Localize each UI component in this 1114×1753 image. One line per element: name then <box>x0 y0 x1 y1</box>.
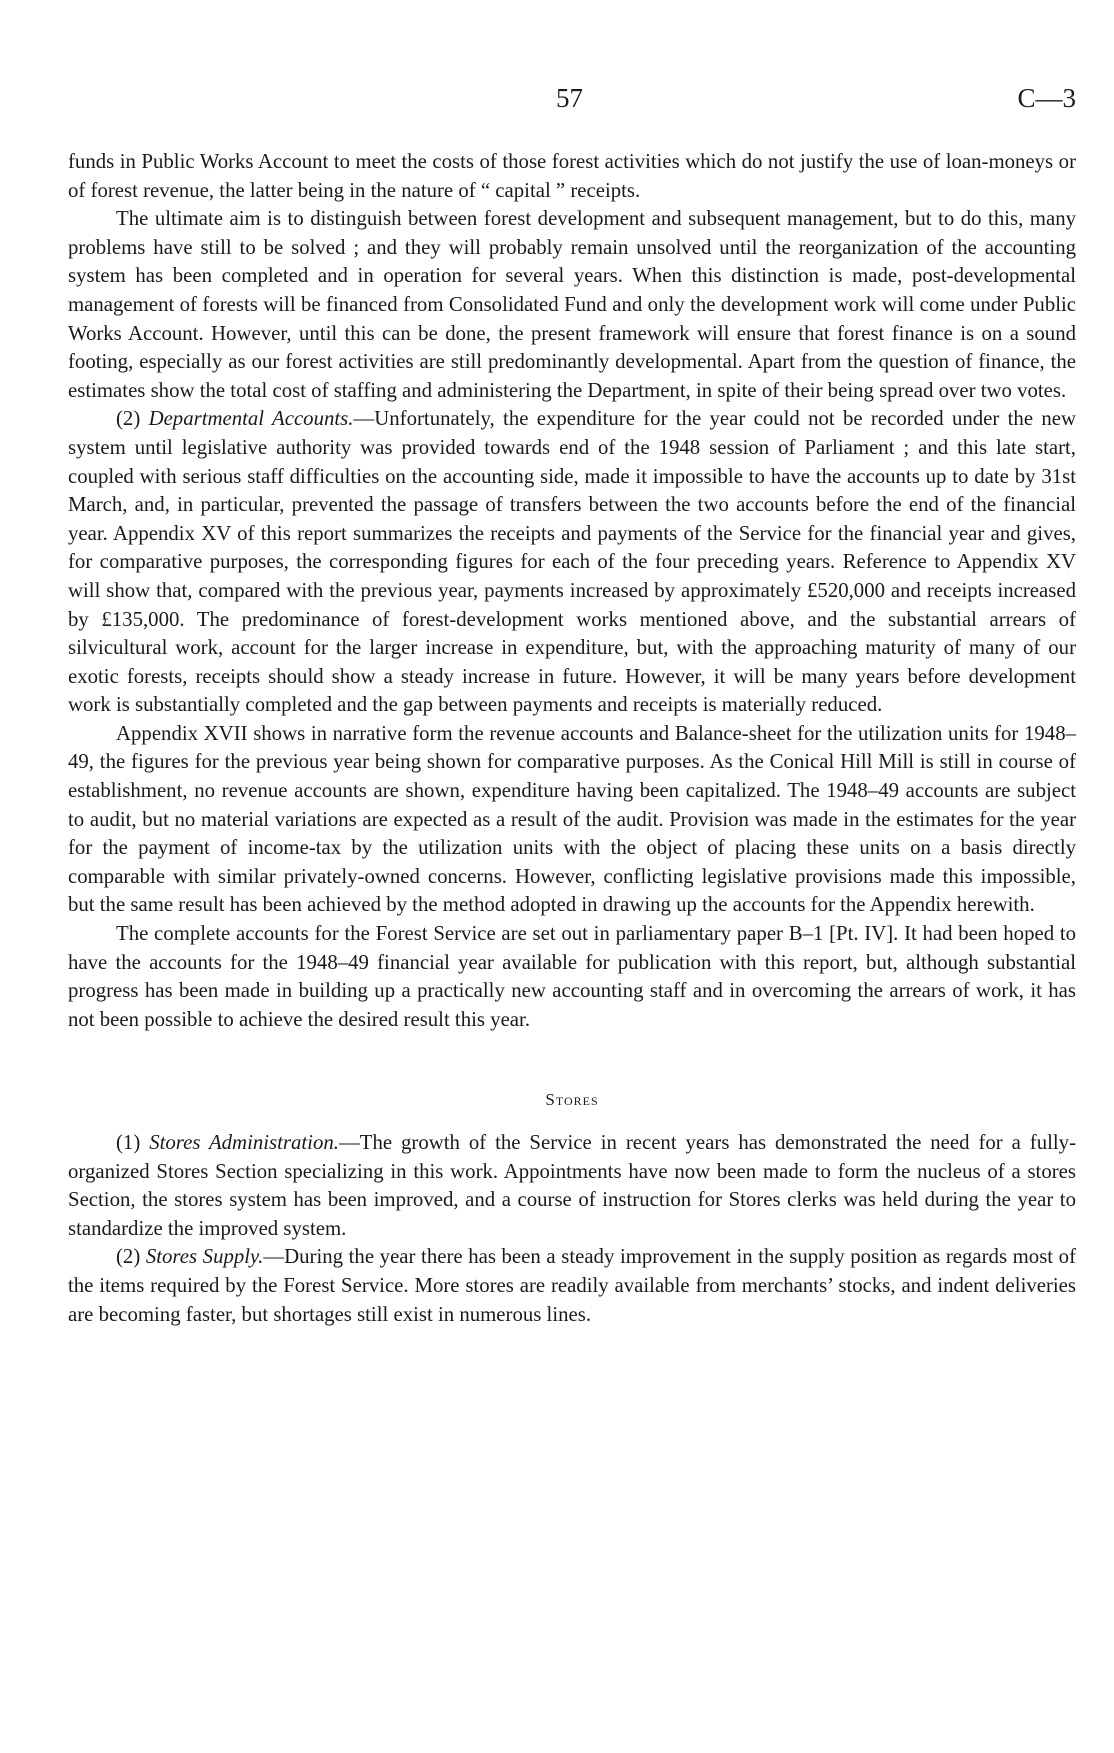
paragraph-text: The complete accounts for the Forest Service are set out in parliamentary paper B–1 [Pt. IV]. It had been hoped to have the accounts for the 1948–49 financial year available for publication with this report, but, although substantial progress has been made in building up a practically new accounting staff and in overcoming the arrears of work, it has not been possible to achieve the desired result this year. <box>68 922 1076 1031</box>
paragraph-text: —Unfortunately, the expenditure for the year could not be recorded under the new system until legislative authority was provided towards end of the 1948 session of Parliament ; and this late start, coupled with serious staff difficulties on the accounting side, made it impossible to have the accounts up to date by 31st March, and, in particular, prevented the passage of transfers between the two accounts before the end of the financial year. Appendix XV of this report summarizes the receipts and payments of the Service for the financial year and gives, for comparative purposes, the corresponding figures for each of the four preceding years. Reference to Appendix XV will show that, compared with the previous year, payments increased by approximately £520,000 and receipts increased by £135,000. The predominance of forest-development works mentioned above, and the substantial arrears of silvicultural work, account for the larger increase in expenditure, but, with the approaching maturity of many of our exotic forests, receipts should show a steady increase in future. However, it will be many years before development work is substantially completed and the gap between payments and receipts is materially reduced. <box>68 407 1076 717</box>
paragraph-stores-administration <box>68 1129 1076 1243</box>
paragraph-complete-accounts <box>68 920 1076 1034</box>
paragraph-text: Appendix XVII shows in narrative form the revenue accounts and Balance-sheet for the utilization units for 1948–49, the figures for the previous year being shown for comparative purposes. As the Conical Hill Mill is still in course of establishment, no revenue accounts are shown, expenditure having been capitalized. The 1948–49 accounts are subject to audit, but no material variations are expected as a result of the audit. Provision was made in the estimates for the year for the payment of income-tax by the utilization units with the object of placing these units on a basis directly comparable with similar privately-owned concerns. However, conflicting legislative provisions made this impossible, but the same result has been achieved by the method adopted in drawing up the accounts for the Appendix herewith. <box>68 721 1076 917</box>
paragraph-lead-italic: Departmental Accounts. <box>148 407 354 431</box>
paragraph-lead-italic: Stores Administration. <box>149 1131 339 1154</box>
paragraph-stores-supply <box>68 1243 1076 1329</box>
paragraph-lead-italic: Stores Supply. <box>145 1245 264 1269</box>
paragraph-text: funds in Public Works Account to meet the costs of those forest activities which do not justify the use of loan-moneys or of forest revenue, the latter being in the nature of “ capital ” receipts. <box>68 150 1076 202</box>
paragraph-text: The ultimate aim is to distinguish between forest development and subsequent management, but to do this, many problems have still to be solved ; and they will probably remain unsolved until the reorganization of the accounting system has been completed and in operation for several years. When this distinction is made, post-developmental management of forests will be financed from Consolidated Fund and only the development work will come under Public Works Account. However, until this can be done, the present framework will ensure that forest finance is on a sound footing, especially as our forest activities are still predominantly developmental. Apart from the question of finance, the estimates show the total cost of staffing and administering the Department, in spite of their being spread over two votes. <box>68 207 1076 402</box>
body-text <box>68 148 1076 1329</box>
paragraph-continuation <box>68 148 1076 205</box>
paragraph-departmental-accounts <box>68 405 1076 720</box>
page-header <box>0 78 1114 118</box>
paragraph-appendix-xvii <box>68 720 1076 920</box>
document-reference: C—3 <box>1017 83 1076 113</box>
paragraph-text: —During the year there has been a steady improvement in the supply position as regards most of the items required by the Forest Service. More stores are readily available from merchants’ stocks, and indent deliveries are becoming faster, but shortages still exist in numerous lines. <box>68 1245 1077 1326</box>
paragraph-number: (2) <box>116 407 141 431</box>
paragraph-text: —The growth of the Service in recent years has demonstrated the need for a fully-organized Stores Section specializing in this work. Appointments have now been made to form the nucleus of a stores Section, the stores system has been improved, and a course of instruction for Stores clerks was held during the year to standardize the improved system. <box>68 1131 1076 1240</box>
paragraph-number: (2) <box>116 1245 141 1269</box>
paragraph-number: (1) <box>116 1131 141 1154</box>
page-number: 57 <box>556 83 583 113</box>
section-heading-stores: Stores <box>545 1090 599 1110</box>
paragraph-ultimate-aim <box>68 205 1076 405</box>
